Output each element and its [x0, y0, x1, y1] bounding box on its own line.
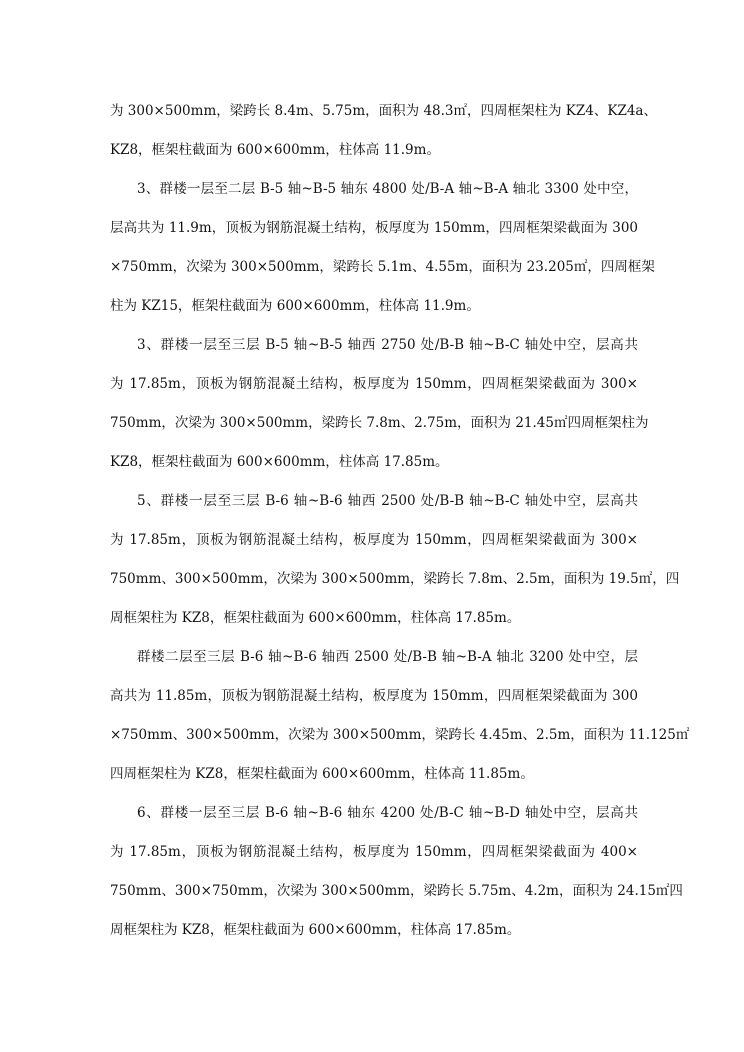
text-line: 群楼二层至三层 B-6 轴~B-6 轴西 2500 处/B-B 轴~B-A 轴北 3200 处中空，层	[137, 649, 638, 665]
text-line: ×750mm、300×500mm，次梁为 300×500mm，梁跨长 4.45m、2.5m，面积为 11.125㎡	[110, 727, 690, 743]
paragraph-continuation	[110, 92, 657, 170]
paragraph-item-5	[110, 482, 680, 638]
text-line: 为 17.85m，顶板为钢筋混凝土结构，板厚度为 150mm，四周框架梁截面为 400×	[110, 844, 638, 860]
text-line: 周框架柱为 KZ8，框架柱截面为 600×600mm，柱体高 17.85m。	[110, 610, 521, 626]
body-text	[110, 92, 690, 950]
text-line: KZ8，框架柱截面为 600×600mm，柱体高 17.85m。	[110, 454, 449, 470]
text-line: KZ8，框架柱截面为 600×600mm，柱体高 11.9m。	[110, 142, 440, 158]
text-line: 750mm、300×500mm，次梁为 300×500mm，梁跨长 7.8m、2.5m，面积为 19.5㎡，四	[110, 571, 680, 587]
text-line: 6、群楼一层至三层 B-6 轴~B-6 轴东 4200 处/B-C 轴~B-D 轴处中空，层高共	[137, 805, 638, 821]
text-line: ×750mm，次梁为 300×500mm，梁跨长 5.1m、4.55m，面积为 23.205㎡，四周框架	[110, 259, 655, 275]
paragraph-item-3a	[110, 170, 655, 326]
text-line: 高共为 11.85m，顶板为钢筋混凝土结构，板厚度为 150mm，四周框架梁截面为 300	[110, 688, 638, 704]
paragraph-item-6	[110, 794, 683, 950]
text-line: 柱为 KZ15，框架柱截面为 600×600mm，柱体高 11.9m。	[110, 298, 480, 314]
text-line: 3、群楼一层至二层 B-5 轴~B-5 轴东 4800 处/B-A 轴~B-A 轴北 3300 处中空，	[137, 181, 638, 197]
paragraph-unnumbered	[110, 638, 690, 794]
text-line: 四周框架柱为 KZ8，框架柱截面为 600×600mm，柱体高 11.85m。	[110, 766, 534, 782]
text-line: 层高共为 11.9m，顶板为钢筋混凝土结构，板厚度为 150mm，四周框架梁截面为 300	[110, 220, 638, 236]
text-line: 5、群楼一层至三层 B-6 轴~B-6 轴西 2500 处/B-B 轴~B-C 轴处中空，层高共	[137, 493, 638, 509]
text-line: 为 300×500mm，梁跨长 8.4m、5.75m，面积为 48.3㎡，四周框架柱为 KZ4、KZ4a、	[110, 103, 657, 119]
paragraph-item-3b	[110, 326, 649, 482]
text-line: 周框架柱为 KZ8，框架柱截面为 600×600mm，柱体高 17.85m。	[110, 922, 521, 938]
text-line: 750mm，次梁为 300×500mm，梁跨长 7.8m、2.75m，面积为 21.45㎡四周框架柱为	[110, 415, 649, 431]
text-line: 3、群楼一层至三层 B-5 轴~B-5 轴西 2750 处/B-B 轴~B-C 轴处中空，层高共	[137, 337, 638, 353]
text-line: 为 17.85m，顶板为钢筋混凝土结构，板厚度为 150mm，四周框架梁截面为 300×	[110, 376, 638, 392]
text-line: 750mm、300×750mm，次梁为 300×500mm，梁跨长 5.75m、4.2m，面积为 24.15㎡四	[110, 883, 683, 899]
text-line: 为 17.85m，顶板为钢筋混凝土结构，板厚度为 150mm，四周框架梁截面为 300×	[110, 532, 638, 548]
